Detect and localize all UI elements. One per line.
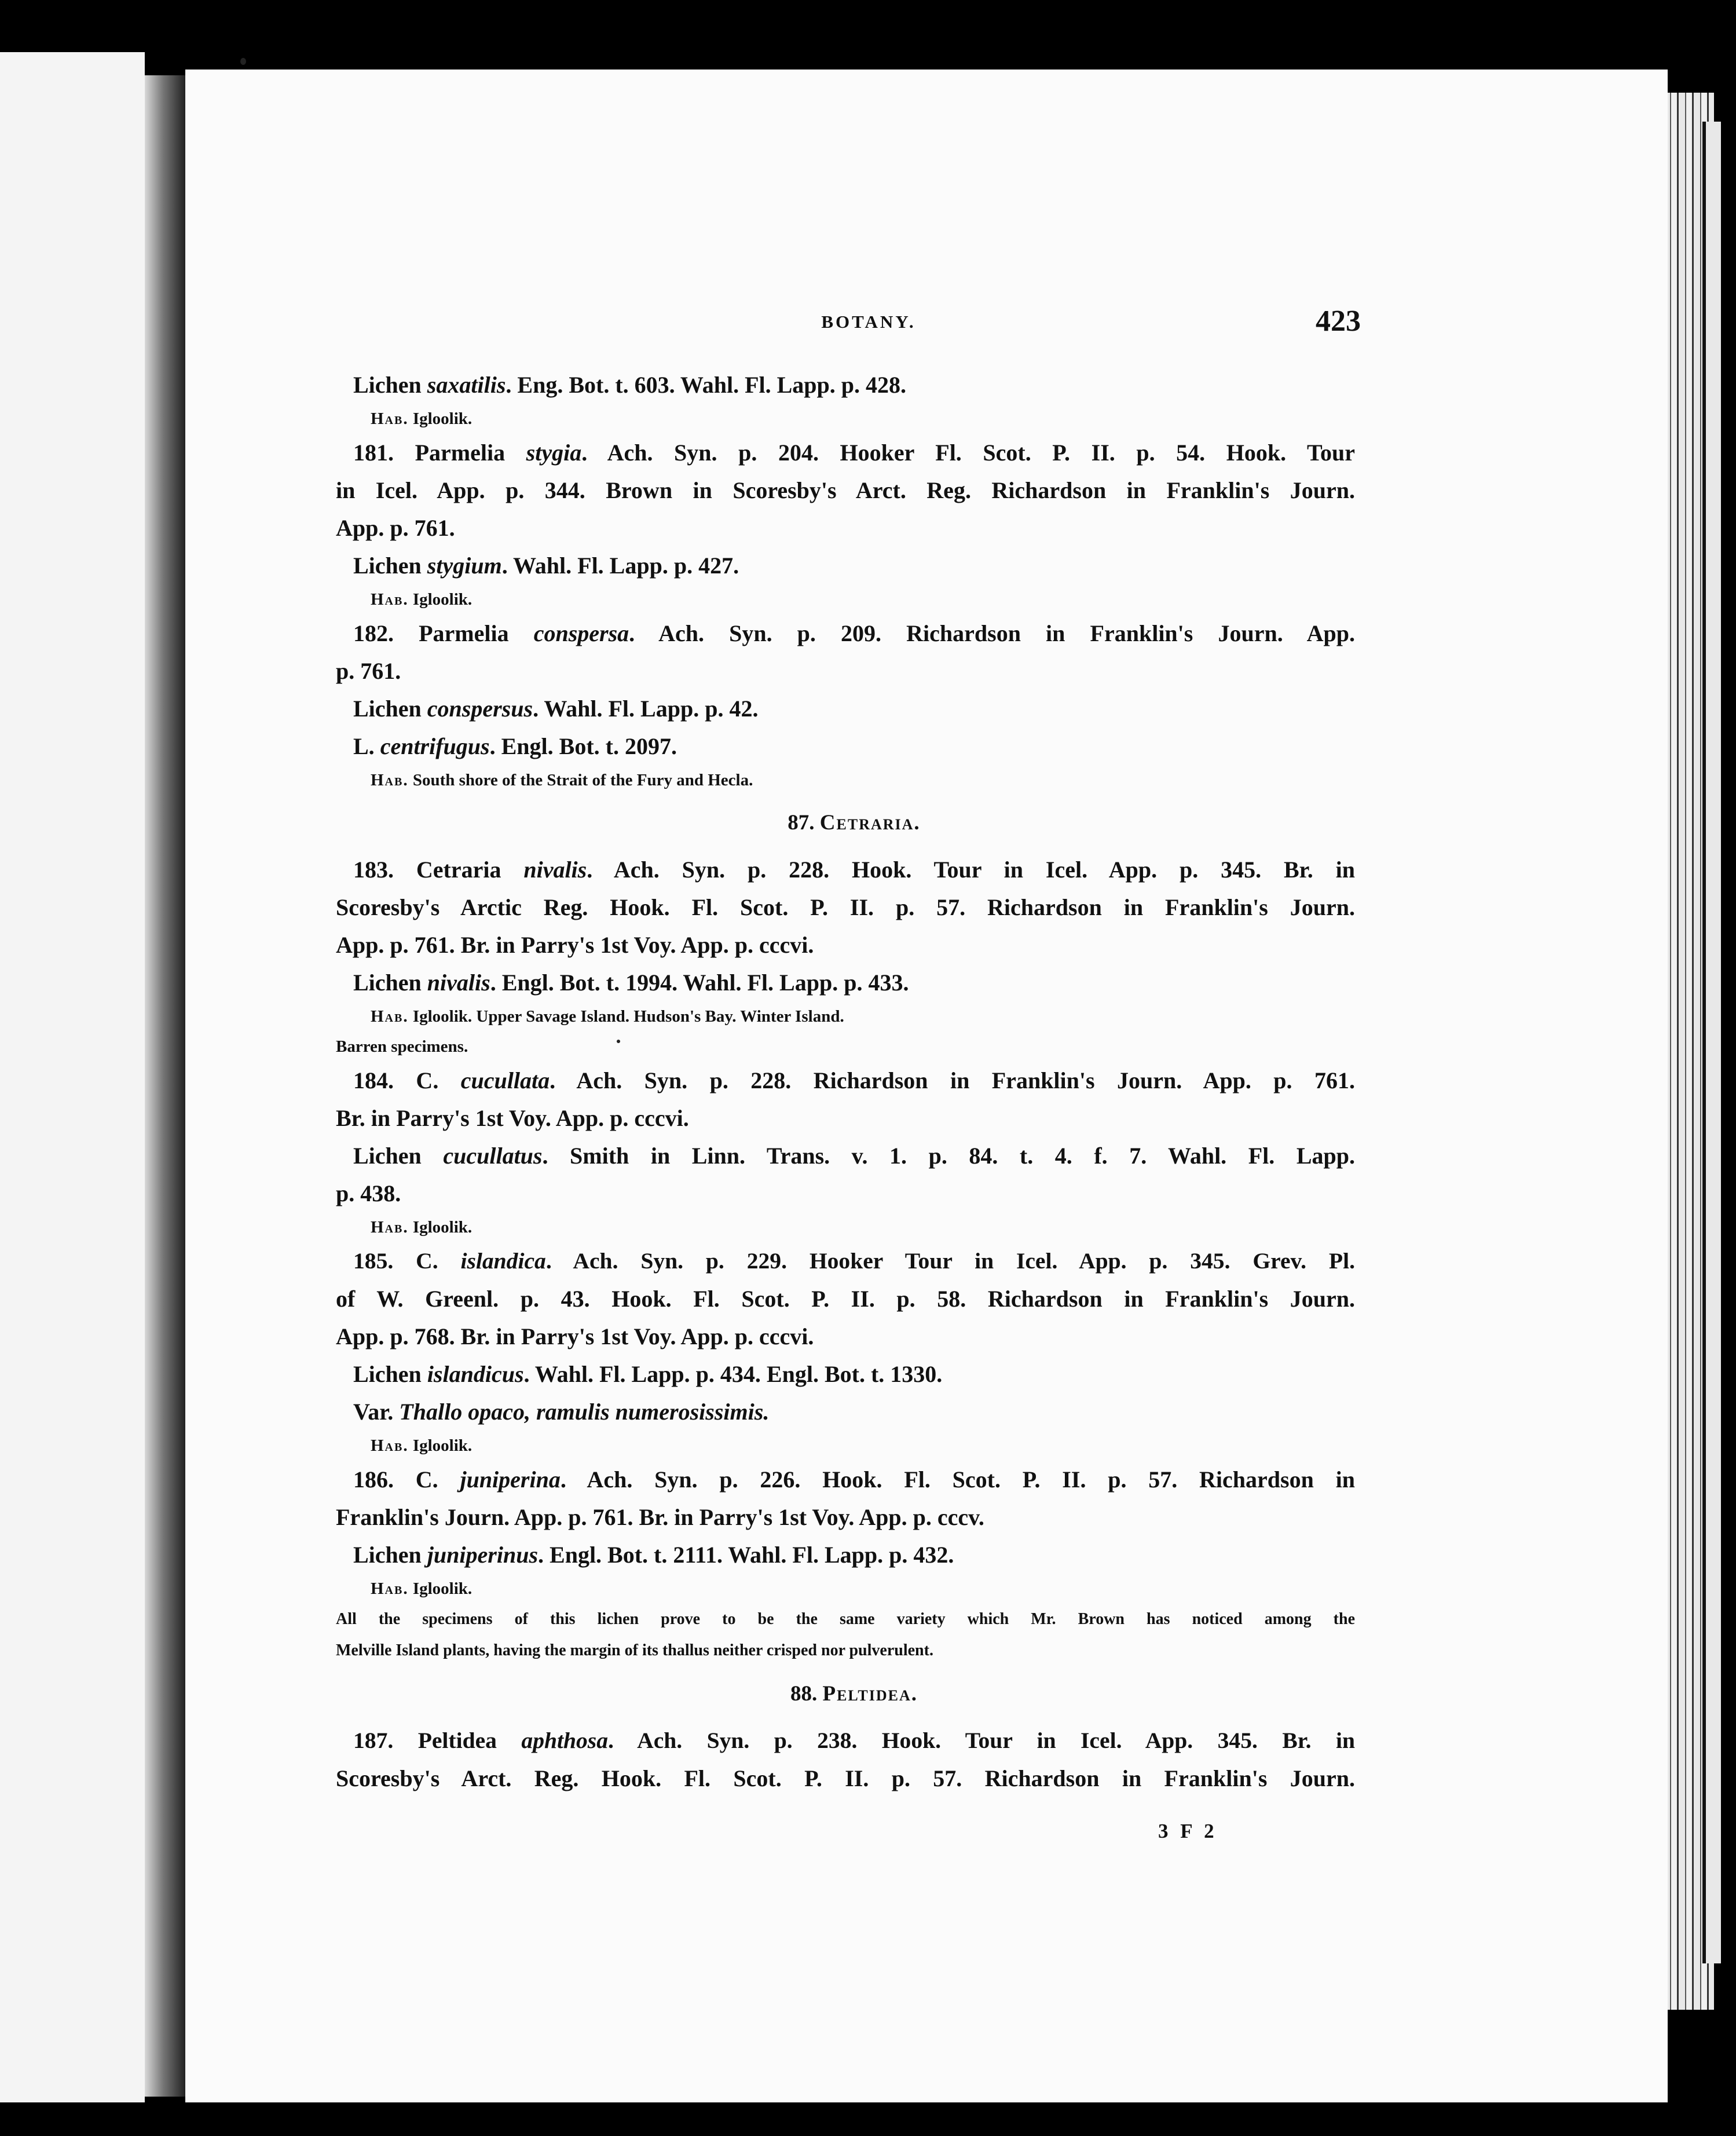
text-run: p. 761. <box>336 658 401 684</box>
italic-text: nivalis <box>523 857 587 883</box>
text-line <box>353 690 1355 727</box>
text-run: . Ach. Syn. p. 209. Richardson in Franklin's Journ. App. <box>629 620 1355 646</box>
text-run: Scoresby's Arctic Reg. Hook. Fl. Scot. P. II. p. 57. Richardson in Franklin's Journ. <box>336 894 1355 920</box>
text-line <box>353 1461 1355 1498</box>
text-line <box>353 1722 1355 1760</box>
text-run: Igloolik. <box>408 1218 473 1237</box>
italic-text: islandicus <box>427 1361 524 1387</box>
text-run: Barren specimens. <box>336 1037 468 1056</box>
text-run: 181. Parmelia <box>353 440 526 466</box>
text-line <box>353 964 1355 1001</box>
text-run: 88. <box>790 1682 823 1706</box>
text-run: All the specimens of this lichen prove to be the same variety which Mr. Brown has noticed among the <box>336 1610 1355 1628</box>
text-run: . Ach. Syn. p. 228. Richardson in Franklin's Journ. App. p. 761. <box>550 1067 1355 1093</box>
text-line <box>336 1498 1355 1536</box>
italic-text: stygium <box>427 553 502 579</box>
habitat-line <box>353 1431 1355 1461</box>
text-line <box>353 615 1355 652</box>
text-run: . Engl. Bot. t. 1994. Wahl. Fl. Lapp. p. 433. <box>490 970 909 996</box>
text-line <box>336 1175 1355 1212</box>
text-run: . Engl. Bot. t. 2111. Wahl. Fl. Lapp. p. 432. <box>538 1542 954 1568</box>
italic-text: stygia <box>526 440 582 466</box>
note-line <box>336 1604 1355 1635</box>
habitat-line <box>336 1032 1355 1062</box>
text-run: p. 438. <box>336 1180 401 1206</box>
text-line <box>353 727 1355 765</box>
note-line <box>336 1635 1355 1666</box>
text-run: . Wahl. Fl. Lapp. p. 427. <box>501 553 739 579</box>
text-line <box>353 547 1355 584</box>
book-right-edge <box>1702 122 1721 1963</box>
text-run: Scoresby's Arct. Reg. Hook. Fl. Scot. P. II. p. 57. Richardson in Franklin's Journ. <box>336 1765 1355 1791</box>
text-run: . Ach. Syn. p. 238. Hook. Tour in Icel. App. 345. Br. in <box>607 1728 1355 1753</box>
text-run: 87. <box>788 811 820 835</box>
section-heading <box>353 795 1355 851</box>
text-run: . Ach. Syn. p. 226. Hook. Fl. Scot. P. II. p. 57. Richardson in <box>560 1466 1355 1493</box>
text-run: Lichen <box>353 696 427 722</box>
habitat-line <box>353 1001 1355 1032</box>
section-heading <box>353 1666 1355 1722</box>
italic-text: centrifugus <box>380 733 490 759</box>
italic-text: Thallo opaco, ramulis numerosissimis. <box>399 1399 770 1425</box>
small-caps-text: Hab. <box>371 1579 409 1598</box>
italic-text: conspersus <box>427 696 533 722</box>
book-gutter <box>145 75 185 2097</box>
text-line <box>336 1760 1355 1797</box>
text-run: 183. Cetraria <box>353 857 524 883</box>
habitat-line <box>353 584 1355 615</box>
text-run: 187. Peltidea <box>353 1728 522 1753</box>
text-run: App. p. 768. Br. in Parry's 1st Voy. App. p. cccvi. <box>336 1323 814 1349</box>
text-line <box>353 851 1355 888</box>
text-line <box>336 652 1355 690</box>
page-body <box>336 366 1355 1797</box>
signature-mark: 3 F 2 <box>1158 1820 1218 1842</box>
small-caps-text: Hab. <box>371 771 409 789</box>
text-run: Lichen <box>353 1143 444 1169</box>
small-caps-text: Cetraria. <box>819 811 921 835</box>
habitat-line <box>353 1574 1355 1604</box>
text-line <box>353 1393 1355 1431</box>
text-line <box>353 1242 1355 1280</box>
text-run: Igloolik. <box>408 590 473 609</box>
italic-text: nivalis <box>427 970 490 996</box>
text-run: 186. C. <box>353 1466 460 1493</box>
text-run: . Engl. Bot. t. 2097. <box>489 733 677 759</box>
text-run: Br. in Parry's 1st Voy. App. p. cccvi. <box>336 1105 689 1131</box>
text-line <box>336 471 1355 509</box>
small-caps-text: Peltidea. <box>822 1682 918 1706</box>
text-run: . Eng. Bot. t. 603. Wahl. Fl. Lapp. p. 428. <box>506 372 907 398</box>
text-line <box>353 1137 1355 1175</box>
italic-text: conspersa <box>533 620 629 646</box>
italic-text: cucullata <box>460 1067 550 1093</box>
text-run: 184. C. <box>353 1067 461 1093</box>
text-run: in Icel. App. p. 344. Brown in Scoresby's Arct. Reg. Richardson in Franklin's Journ. <box>336 477 1355 503</box>
habitat-line <box>353 404 1355 434</box>
text-run: . Wahl. Fl. Lapp. p. 42. <box>533 696 759 722</box>
italic-text: juniperinus <box>427 1542 539 1568</box>
text-run: App. p. 761. Br. in Parry's 1st Voy. App. p. cccvi. <box>336 932 814 958</box>
text-run: Lichen <box>353 1361 427 1387</box>
text-run: 182. Parmelia <box>353 620 534 646</box>
italic-text: aphthosa <box>521 1728 608 1753</box>
text-run: L. <box>353 733 380 759</box>
text-line <box>353 434 1355 471</box>
text-run: South shore of the Strait of the Fury and Hecla. <box>408 771 753 789</box>
text-run: 185. C. <box>353 1248 461 1274</box>
text-run: Lichen <box>353 1542 427 1568</box>
italic-text: juniperina <box>460 1466 561 1493</box>
small-caps-text: Hab. <box>371 409 409 428</box>
text-run: Igloolik. <box>408 1436 473 1455</box>
habitat-line <box>353 1212 1355 1242</box>
text-run: . Wahl. Fl. Lapp. p. 434. Engl. Bot. t. 1330. <box>523 1361 943 1387</box>
text-run: . Smith in Linn. Trans. v. 1. p. 84. t. 4. f. 7. Wahl. Fl. Lapp. <box>542 1143 1355 1169</box>
text-run: Igloolik. <box>408 409 473 428</box>
habitat-line <box>353 765 1355 795</box>
text-run: . Ach. Syn. p. 228. Hook. Tour in Icel. App. p. 345. Br. in <box>587 857 1355 883</box>
left-facing-page <box>0 52 145 2102</box>
running-head: BOTANY. <box>821 312 916 332</box>
text-run: Var. <box>353 1399 400 1425</box>
text-run: App. p. 761. <box>336 515 455 541</box>
text-line <box>353 366 1355 404</box>
text-run: Lichen <box>353 970 427 996</box>
text-line <box>336 888 1355 926</box>
text-run: Lichen <box>353 553 427 579</box>
text-line <box>353 1536 1355 1574</box>
text-run: Franklin's Journ. App. p. 761. Br. in Parry's 1st Voy. App. p. cccv. <box>336 1504 984 1530</box>
text-run: Lichen <box>353 372 427 398</box>
text-run: Igloolik. <box>408 1579 473 1598</box>
text-line <box>336 1318 1355 1355</box>
small-caps-text: Hab. <box>371 1218 409 1237</box>
text-line <box>353 1355 1355 1393</box>
text-line <box>336 509 1355 547</box>
text-line <box>353 1062 1355 1099</box>
text-line <box>336 1099 1355 1137</box>
speck-mark <box>240 58 246 65</box>
text-run: Igloolik. Upper Savage Island. Hudson's Bay. Winter Island. <box>408 1007 844 1026</box>
text-run: Melville Island plants, having the margin of its thallus neither crisped nor pulverulent. <box>336 1641 933 1659</box>
small-caps-text: Hab. <box>371 1436 409 1455</box>
italic-text: islandica <box>460 1248 546 1274</box>
italic-text: cucullatus <box>443 1143 543 1169</box>
small-caps-text: Hab. <box>371 1007 409 1026</box>
text-line <box>336 1280 1355 1318</box>
small-caps-text: Hab. <box>371 590 409 609</box>
text-run: . Ach. Syn. p. 229. Hooker Tour in Icel. App. p. 345. Grev. Pl. <box>545 1248 1355 1274</box>
text-run: of W. Greenl. p. 43. Hook. Fl. Scot. P. II. p. 58. Richardson in Franklin's Journ. <box>336 1286 1355 1312</box>
text-run: . Ach. Syn. p. 204. Hooker Fl. Scot. P. II. p. 54. Hook. Tour <box>581 440 1355 466</box>
text-line <box>336 926 1355 964</box>
page-number: 423 <box>1316 305 1361 338</box>
italic-text: saxatilis <box>427 372 506 398</box>
